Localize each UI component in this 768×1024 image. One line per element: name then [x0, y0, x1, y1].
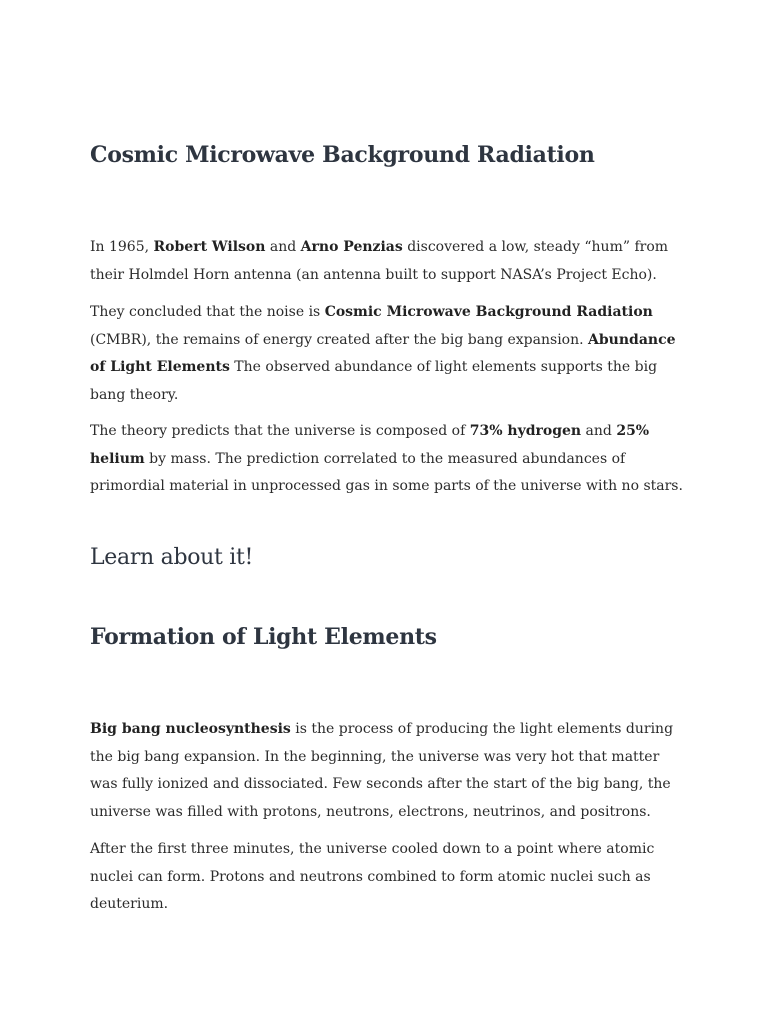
bold-text: Abundance of Light Elements	[90, 331, 676, 375]
bold-text: Cosmic Microwave Background Radiation	[324, 304, 653, 320]
text-run: The observed abundance of light elements supports the big bang theory.	[90, 359, 658, 403]
text-run: (CMBR), the remains of energy created after the big bang expansion.	[90, 331, 589, 348]
bold-text: Robert Wilson	[153, 239, 266, 255]
text-run: discovered a low, steady “hum” from their Holmdel Horn antenna (an antenna built to support NASA’s Project Echo).	[90, 239, 669, 283]
bold-text: 25% helium	[90, 423, 650, 467]
text-run: by mass. The prediction correlated to the measured abundances of primordial material in unprocessed gas in some parts of the universe with no stars.	[90, 450, 683, 494]
text-run: and	[265, 239, 301, 255]
heading-learn-about-it: Learn about it!	[90, 545, 254, 570]
heading-cmbr: Cosmic Microwave Background Radiation	[90, 142, 595, 168]
paragraph-composition	[90, 418, 686, 501]
paragraph-first-three-minutes	[90, 836, 686, 919]
text-run: They concluded that the noise is	[90, 304, 325, 320]
text-run: The theory predicts that the universe is composed of	[90, 423, 470, 439]
bold-text: Big bang nucleosynthesis	[90, 721, 291, 737]
text-run: is the process of producing the light elements during the big bang expansion. In the beginning, the universe was very hot that matter was fully ionized and dissociated. Few seconds after the start of the big bang, the universe was filled with protons, neutrons, electrons, neutrinos, and positrons.	[90, 721, 674, 820]
bold-text: 73% hydrogen	[469, 423, 582, 439]
paragraph-discovery	[90, 234, 670, 289]
bold-text: Arno Penzias	[300, 239, 403, 255]
heading-formation-light-elements: Formation of Light Elements	[90, 624, 437, 650]
text-run: In 1965,	[90, 239, 154, 255]
paragraph-cmbr-conclusion	[90, 299, 686, 409]
text-run: and	[581, 423, 617, 439]
text-run: After the first three minutes, the universe cooled down to a point where atomic nuclei can form. Protons and neutrons combined to form atomic nuclei such as deuterium.	[90, 841, 655, 912]
paragraph-nucleosynthesis	[90, 716, 686, 826]
